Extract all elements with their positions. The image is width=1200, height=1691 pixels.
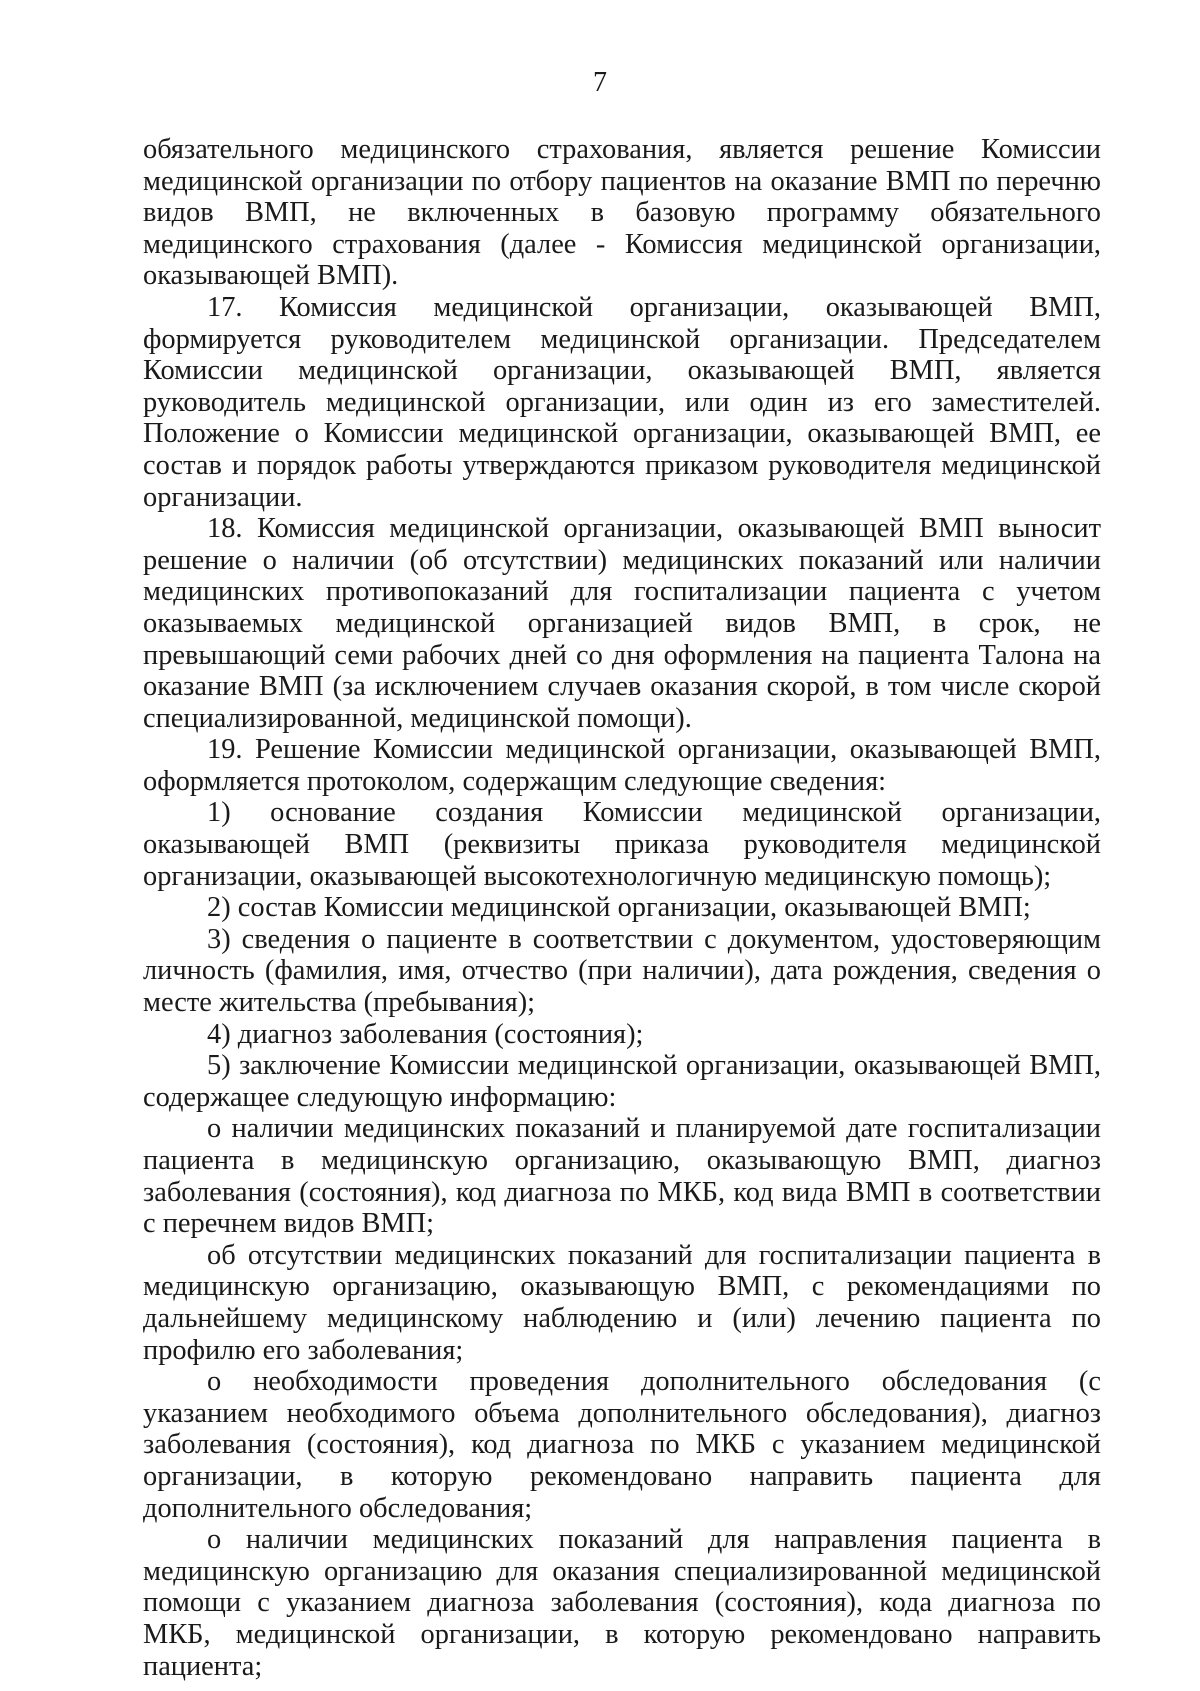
paragraph: 4) диагноз заболевания (состояния);	[207, 1018, 644, 1050]
paragraph: о необходимости проведения дополнительного обследования (с указанием необходимого объема дополнительного обследования), диагноз заболевания (состояния), код диагноза по МКБ с указанием медицинской организации, в которую рекомендовано направить пациента для дополнительного обследования;	[143, 1366, 1101, 1524]
paragraph: 18. Комиссия медицинской организации, оказывающей ВМП выносит решение о наличии (об отсутствии) медицинских показаний или наличии медицинских противопоказаний для госпитализации пациента с учетом оказываемых медицинской организацией видов ВМП, в срок, не превышающий семи рабочих дней со дня оформления на пациента Талона на оказание ВМП (за исключением случаев оказания скорой, в том числе скорой специализированной, медицинской помощи).	[143, 513, 1101, 734]
paragraph: 2) состав Комиссии медицинской организации, оказывающей ВМП;	[207, 892, 1031, 924]
document-body	[143, 134, 1101, 1682]
paragraph: 1) основание создания Комиссии медицинской организации, оказывающей ВМП (реквизиты приказа руководителя медицинской организации, оказывающей высокотехнологичную медицинскую помощь);	[143, 797, 1101, 892]
paragraph: 17. Комиссия медицинской организации, оказывающей ВМП, формируется руководителем медицинской организации. Председателем Комиссии медицинской организации, оказывающей ВМП, является руководитель медицинской организации, или один из его заместителей. Положение о Комиссии медицинской организации, оказывающей ВМП, ее состав и порядок работы утверждаются приказом руководителя медицинской организации.	[143, 291, 1101, 513]
paragraph: обязательного медицинского страхования, является решение Комиссии медицинской организации по отбору пациентов на оказание ВМП по перечню видов ВМП, не включенных в базовую программу обязательного медицинского страхования (далее - Комиссия медицинской организации, оказывающей ВМП).	[143, 134, 1101, 292]
paragraph: 3) сведения о пациенте в соответствии с документом, удостоверяющим личность (фамилия, имя, отчество (при наличии), дата рождения, сведения о месте жительства (пребывания);	[143, 923, 1101, 1019]
paragraph: об отсутствии медицинских показаний для госпитализации пациента в медицинскую организацию, оказывающую ВМП, с рекомендациями по дальнейшему медицинскому наблюдению и (или) лечению пациента по профилю его заболевания;	[143, 1239, 1101, 1366]
paragraph: 19. Решение Комиссии медицинской организации, оказывающей ВМП, оформляется протоколом, содержащим следующие сведения:	[143, 734, 1101, 797]
paragraph: о наличии медицинских показаний и планируемой дате госпитализации пациента в медицинскую организацию, оказывающую ВМП, диагноз заболевания (состояния), код диагноза по МКБ, код вида ВМП в соответствии с перечнем видов ВМП;	[143, 1113, 1101, 1240]
paragraph: о наличии медицинских показаний для направления пациента в медицинскую организацию для оказания специализированной медицинской помощи с указанием диагноза заболевания (состояния), кода диагноза по МКБ, медицинской организации, в которую рекомендовано направить пациента;	[143, 1524, 1101, 1682]
page-number: 7	[593, 67, 607, 98]
paragraph: 5) заключение Комиссии медицинской организации, оказывающей ВМП, содержащее следующую информацию:	[143, 1050, 1101, 1113]
